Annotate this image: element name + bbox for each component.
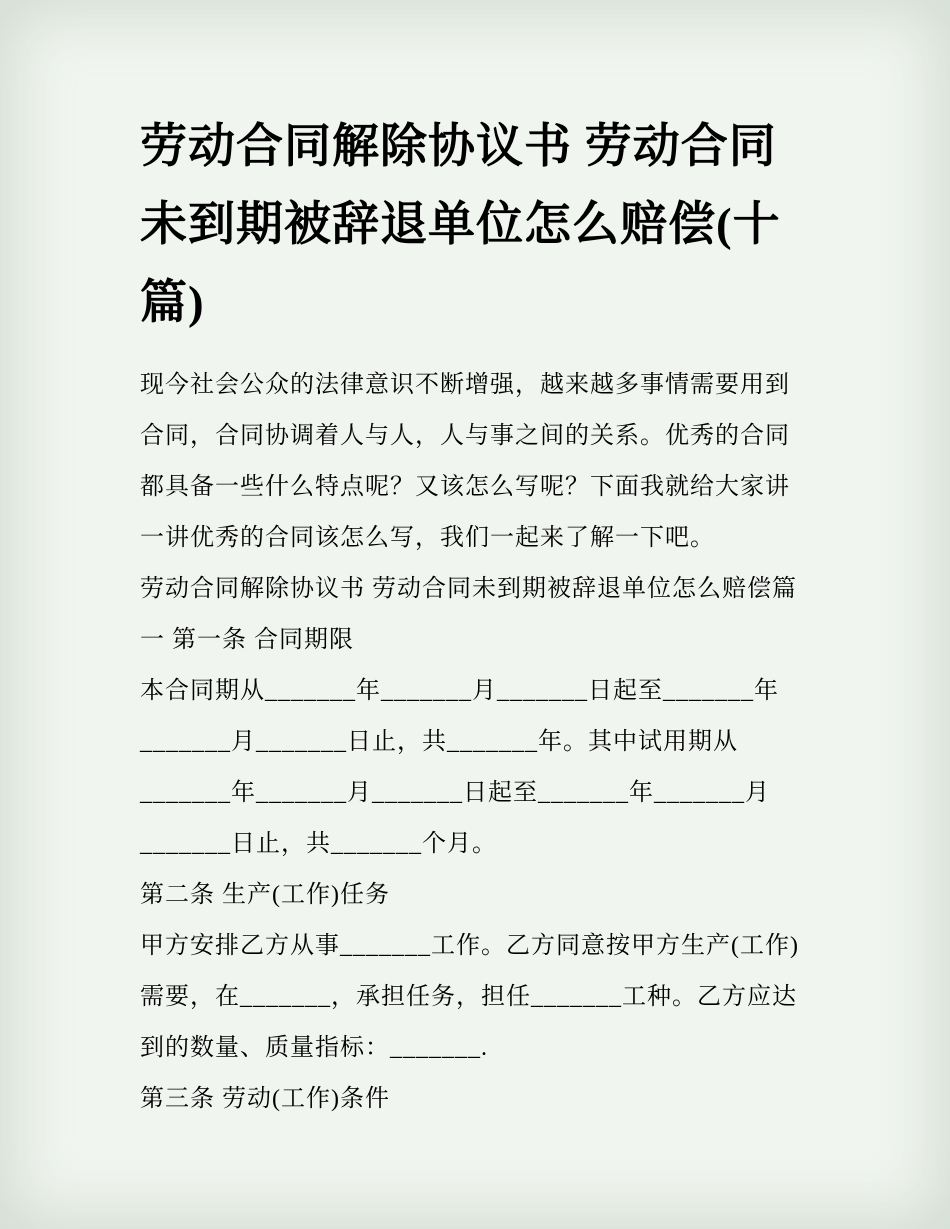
clause-1-body: 本合同期从_______年_______月_______日起至_______年_______月_______日止，共_______年。其中试用期从_______年_______月_______日起至_______年_______月_______日止，共_______个月。 (140, 678, 779, 857)
clause-2-body: 甲方安排乙方从事_______工作。乙方同意按甲方生产(工作)需要，在_______，承担任务，担任_______工种。乙方应达到的数量、质量指标：_______. (140, 933, 799, 1061)
section-heading-clause-1: 劳动合同解除协议书 劳动合同未到期被辞退单位怎么赔偿篇一 第一条 合同期限 (140, 576, 797, 653)
clause-3-heading: 第三条 劳动(工作)条件 (140, 1086, 390, 1112)
document-title: 劳动合同解除协议书 劳动合同未到期被辞退单位怎么赔偿(十篇) (140, 121, 781, 329)
clause-2-heading: 第二条 生产(工作)任务 (140, 882, 390, 908)
intro-paragraph: 现今社会公众的法律意识不断增强，越来越多事情需要用到合同，合同协调着人与人，人与事之间的关系。优秀的合同都具备一些什么特点呢？又该怎么写呢？下面我就给大家讲一讲优秀的合同该怎么写，我们一起来了解一下吧。 (140, 372, 790, 551)
